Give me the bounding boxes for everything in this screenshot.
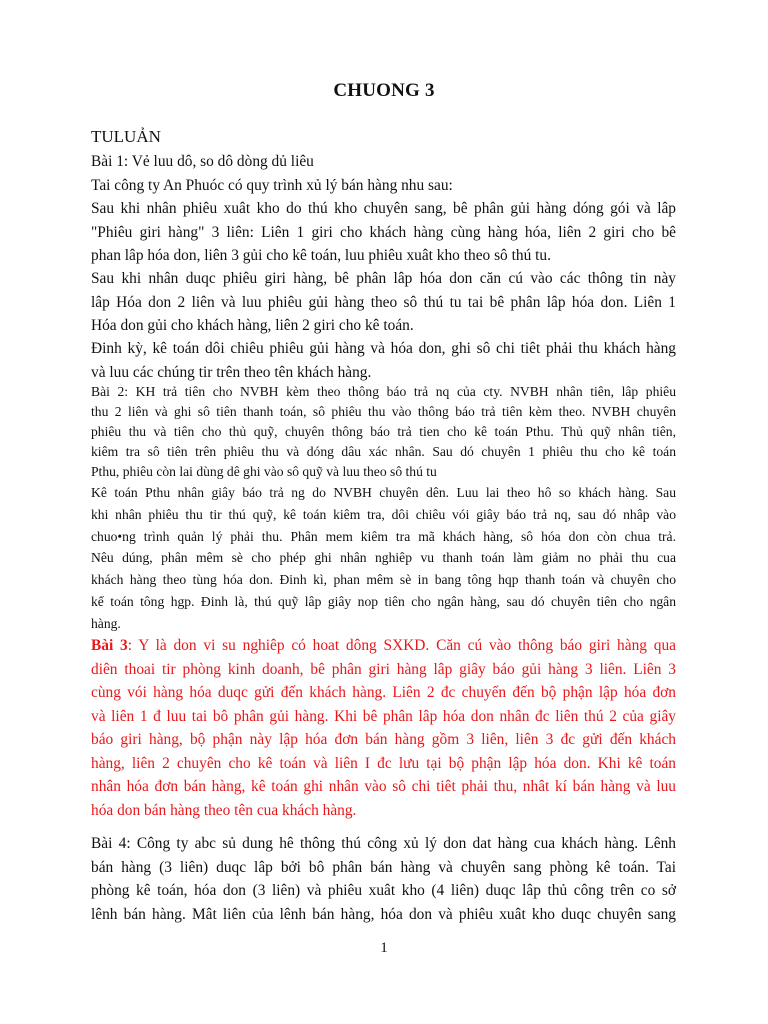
text-line: Sau khi nhân phiêu xuât kho do thú kho chuyên sang, bê phân gủi hàng dóng gói và lâp	[91, 200, 676, 217]
bai1-paragraph-1	[91, 197, 676, 268]
text-line	[91, 634, 676, 658]
text-line: Sau khi nhân duqc phiêu giri hàng, bê phân lâp hóa don căn cú vào các thông tin này	[91, 270, 676, 287]
bai1-subtitle: Tai công ty An Phuóc có quy trình xủ lý bán hàng nhu sau:	[91, 176, 453, 194]
text-line: Kê toán Pthu nhân giây báo trả ng do NVBH chuyên dên. Luu lai theo hô so khách hàng. Sau	[91, 485, 676, 500]
text-line: kiêm tra sô tiên trên phiêu thu và dóng dâu xác nhân. Sau dó chuyên 1 phiêu thu cho kê toán	[91, 444, 676, 459]
text-line: và luu các chúng tir trên theo tên khách hàng.	[91, 363, 372, 381]
text-line: Đinh kỳ, kê toán dôi chiêu phiêu gủi hàng và hóa don, ghi sô chi tiêt phải thu khách hàng	[91, 340, 676, 357]
text-line: khách hàng theo tùng hóa don. Đinh kì, phan mêm sè in bang tông hqp thanh toán và chuyên cho	[91, 572, 676, 588]
text-line: phòng kê toán, hóa don (3 liên) và phiêu xuât kho (4 liên) duqc lâp thủ công trên co sở	[91, 882, 676, 899]
bai2-paragraph-1	[91, 382, 676, 482]
section-heading: TULUẢN	[91, 127, 161, 146]
page-number: 1	[380, 940, 388, 956]
text-line: cùng vói hàng hóa duqc gửi đến khách hàng. Liên 2 đc chuyển đến bộ phận lập hóa đơn	[91, 684, 676, 701]
bai1-intro	[91, 150, 676, 197]
chapter-title: CHUONG 3	[333, 80, 435, 101]
text-line: Bài 2: KH trả tiên cho NVBH kèm theo thông báo trả nq của cty. NVBH nhân tiên, lâp phiêu	[91, 384, 676, 399]
text-line: Bài 4: Công ty abc sủ dung hê thông thú công xủ lý don dat hàng cua khách hàng. Lênh	[91, 835, 676, 852]
bai1-title: Bài 1: Vẻ luu dô, so dô dòng dủ liêu	[91, 153, 314, 170]
bai3-first-line-text: : Y là don vi su nghiêp có hoat dông SXKD. Căn cú vào thông báo giri hàng qua	[127, 637, 676, 654]
text-line: diên thoai tir phòng kinh doanh, bê phân giri hàng lâp giây báo gủi hàng 3 liên. Liên 3	[91, 660, 676, 678]
text-line: lênh bán hàng. Mât liên của lênh bán hàng, hóa don và phiêu xuât kho duqc chuyên sang	[91, 905, 676, 923]
bai1-paragraph-2	[91, 267, 676, 338]
bai2-paragraph-2	[91, 482, 676, 635]
text-line: báo giri hàng, bộ phận này lập hóa đơn bán hàng gồm 3 liên, liên 3 đc gửi đến khách	[91, 731, 676, 748]
text-line: và liên 1 đ luu tai bô phân gủi hàng. Khi bê phân lâp hóa don nhân đc liên thú 2 của giây	[91, 707, 676, 725]
text-line: nhân hóa đơn bán hàng, kê toán ghi nhân vào sô chi tiêt phải thu, nhât kí bán hàng và luu	[91, 778, 676, 795]
text-line: chuo•ng trình quản lý phải thu. Phân mem kiêm tra mã khách hàng, sô hóa don còn chua trả.	[91, 528, 676, 544]
text-line: Hóa don gủi cho khách hàng, liên 2 giri cho kê toán.	[91, 317, 414, 334]
text-line: kế toán tông hgp. Đinh là, thú quỹ lâp giây nop tiên cho ngân hàng, sau dó chuyên tiên cho ngân	[91, 593, 676, 609]
text-line: Pthu, phiêu còn lai dùng dê ghi vào sô quỹ và luu theo sô thú tu	[91, 464, 437, 479]
text-line: hóa don bán hàng theo tên cua khách hàng.	[91, 801, 357, 819]
text-line: thu 2 liên và ghi sô tiên thanh toán, sô phiêu thu vào thông báo trả tiên kèm theo. NVBH chuyên	[91, 404, 676, 419]
text-line: lâp Hóa don 2 liên và luu phiêu gủi hàng theo sô thú tu tai bê phân lâp hóa don. Liên 1	[91, 293, 676, 311]
bai3-label: Bài 3	[91, 637, 128, 654]
text-line: hàng.	[91, 615, 121, 631]
bai1-paragraph-3	[91, 337, 676, 384]
section-heading-block	[91, 124, 676, 150]
text-line: hàng, liên 2 chuyên cho kê toán và liên I đc lưu tại bộ phận lập hóa don. Khi kê toán	[91, 754, 676, 772]
text-line: bán hàng (3 liên) duqc lâp bởi bô phân bán hàng và chuyên sang phòng kê toán. Tai	[91, 858, 676, 876]
bai4-paragraph	[91, 832, 676, 926]
bai3-paragraph	[91, 634, 676, 822]
text-line: "Phiêu giri hàng" 3 liên: Liên 1 giri cho khách hàng cùng hàng hóa, liên 2 giri cho bê	[91, 223, 676, 241]
text-line: phiêu thu và tiên cho thủ quỹ, chuyên thông báo trả tien cho kê toán Pthu. Thủ quỹ nhân tiên,	[91, 424, 676, 439]
text-line: Nêu dúng, phân mêm sè cho phép ghi nhân nghiêp vu thanh toán làm giảm no phải thu cua	[91, 550, 676, 566]
text-line: phan lâp hóa don, liên 3 gủi cho kê toán, luu phiêu xuât kho theo sô thú tu.	[91, 247, 551, 264]
text-line: khi nhân phiêu thu tir thú quỹ, kê toán kiêm tra, dôi chiêu vói giây báo trả nq, sau dó nhâp vào	[91, 506, 676, 522]
